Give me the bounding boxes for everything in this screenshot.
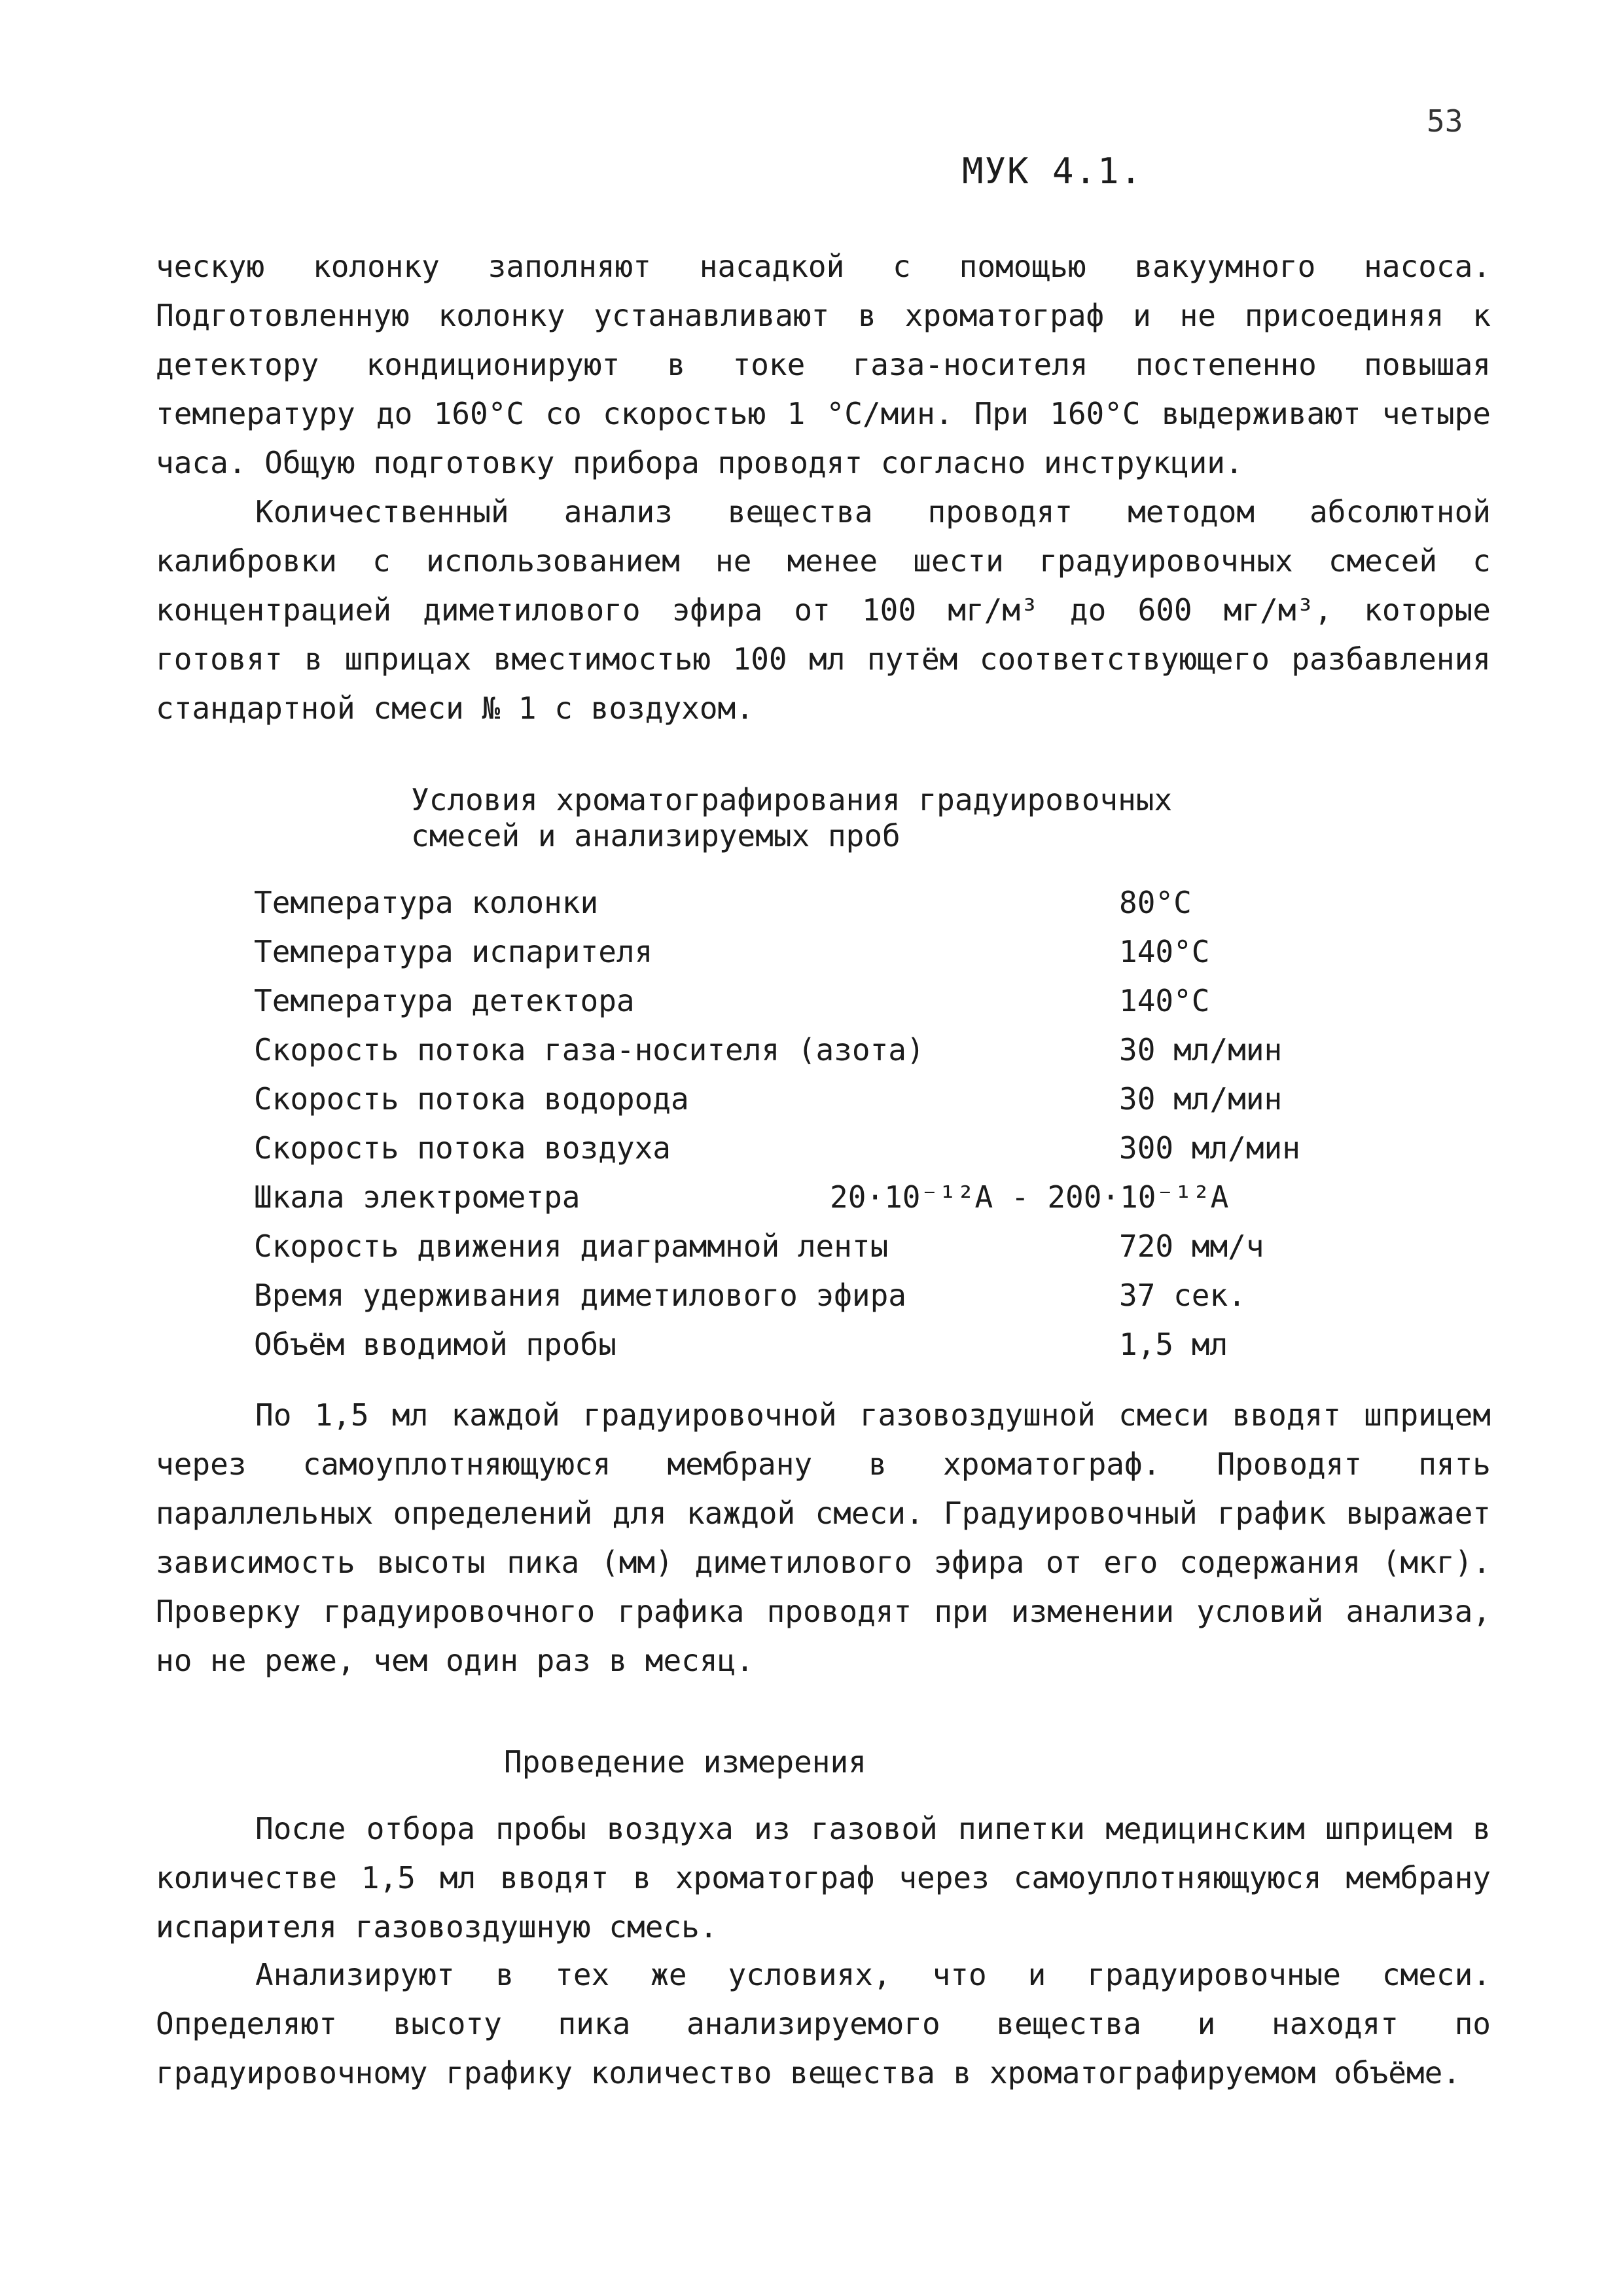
- conditions-title-line-2: смесей и анализируемых проб: [411, 818, 901, 853]
- conditions-title-line-1: Условия хроматографирования градуировочных: [411, 782, 1173, 817]
- condition-value: 20·10⁻¹²A - 200·10⁻¹²A: [830, 1179, 1229, 1215]
- conditions-table-title: [411, 782, 1172, 854]
- paragraph-text: Анализируют в тех же условиях, что и градуировочные смеси. Определяют высоту пика анализируемого вещества и находят по градуировочному графику количество вещества в хроматографируемом объёме.: [156, 1957, 1491, 2090]
- condition-name: Скорость движения диаграммной ленты: [254, 1229, 889, 1264]
- paragraph-sample-injection: [156, 1804, 1491, 1952]
- condition-name: Объём вводимой пробы: [254, 1327, 616, 1362]
- condition-value: 140°C: [1119, 934, 1210, 969]
- table-row: [254, 1179, 1366, 1229]
- condition-name: Скорость потока водорода: [254, 1081, 689, 1117]
- condition-name: Температура колонки: [254, 885, 599, 920]
- condition-value: 30 мл/мин: [1119, 1032, 1283, 1067]
- paragraph-column-preparation: [156, 242, 1491, 488]
- paragraph-calibration-method: [156, 488, 1491, 733]
- paragraph-text: ческую колонку заполняют насадкой с помощью вакуумного насоса. Подготовленную колонку устанавливают в хроматограф и не присоединяя к детектору кондиционируют в токе газа-носителя постепенно повышая температуру до 160°C со скоростью 1 °C/мин. При 160°C выдерживают четыре часа. Общую подготовку прибора проводят согласно инструкции.: [156, 249, 1491, 480]
- table-row: [254, 1229, 1366, 1278]
- condition-value: 720 мм/ч: [1119, 1229, 1264, 1264]
- condition-name: Скорость потока воздуха: [254, 1130, 671, 1166]
- page-number: 53: [1427, 103, 1463, 139]
- paragraph-calibration-procedure: [156, 1391, 1491, 1685]
- table-row: [254, 885, 1366, 934]
- condition-value: 300 мл/мин: [1119, 1130, 1300, 1166]
- conditions-table: [254, 885, 1366, 1376]
- table-row: [254, 1327, 1366, 1376]
- condition-name: Шкала электрометра: [254, 1179, 580, 1215]
- condition-value: 80°C: [1119, 885, 1192, 920]
- document-code: МУК 4.1.: [962, 151, 1143, 192]
- paragraph-analysis: [156, 1950, 1491, 2098]
- table-row: [254, 934, 1366, 983]
- section-heading: Проведение измерения: [504, 1744, 866, 1780]
- paragraph-text: По 1,5 мл каждой градуировочной газовоздушной смеси вводят шприцем через самоуплотняющуюся мембрану в хроматограф. Проводят пять параллельных определений для каждой смеси. Градуировочный график выражает зависимость высоты пика (мм) диметилового эфира от его содержания (мкг). Проверку градуировочного графика проводят при изменении условий анализа, но не реже, чем один раз в месяц.: [156, 1397, 1491, 1678]
- condition-value: 37 сек.: [1119, 1278, 1246, 1313]
- condition-value: 1,5 мл: [1119, 1327, 1228, 1362]
- condition-value: 140°C: [1119, 983, 1210, 1018]
- condition-name: Температура детектора: [254, 983, 635, 1018]
- table-row: [254, 1032, 1366, 1081]
- condition-name: Время удерживания диметилового эфира: [254, 1278, 906, 1313]
- condition-name: Скорость потока газа-носителя (азота): [254, 1032, 925, 1067]
- table-row: [254, 1278, 1366, 1327]
- condition-name: Температура испарителя: [254, 934, 653, 969]
- table-row: [254, 1081, 1366, 1130]
- table-row: [254, 983, 1366, 1032]
- paragraph-text: После отбора пробы воздуха из газовой пипетки медицинским шприцем в количестве 1,5 мл вводят в хроматограф через самоуплотняющуюся мембрану испарителя газовоздушную смесь.: [156, 1811, 1491, 1945]
- condition-value: 30 мл/мин: [1119, 1081, 1283, 1117]
- table-row: [254, 1130, 1366, 1179]
- paragraph-text: Количественный анализ вещества проводят методом абсолютной калибровки с использованием не менее шести градуировочных смесей с концентрацией диметилового эфира от 100 мг/м³ до 600 мг/м³, которые готовят в шприцах вместимостью 100 мл путём соответствующего разбавления стандартной смеси № 1 с воздухом.: [156, 494, 1491, 726]
